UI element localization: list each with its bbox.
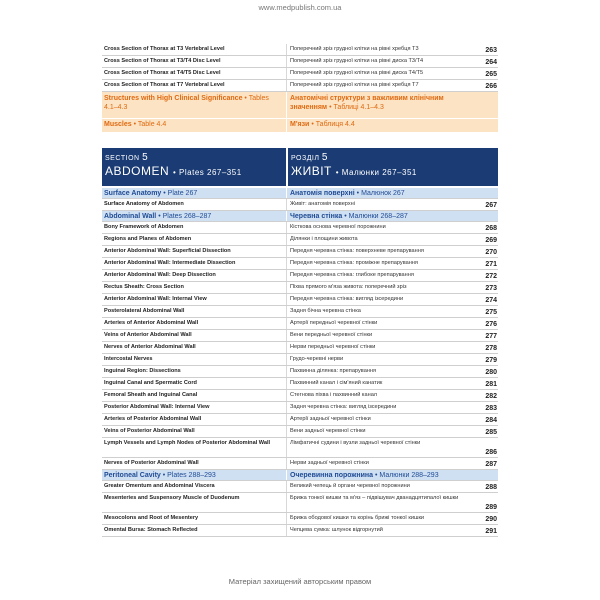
toc-entry-uk: Передня черевна стінка: вигляд ізсередини [286, 294, 474, 305]
toc-row[interactable] [102, 294, 498, 306]
toc-entry-en: Arteries of Posterior Abdominal Wall [104, 416, 202, 422]
toc-page-number: 289 [485, 503, 497, 511]
toc-page-number: 276 [485, 320, 497, 328]
toc-row[interactable] [102, 282, 498, 294]
muscles-uk-text: М'язи [290, 121, 310, 128]
section-number-uk: 5 [321, 152, 328, 163]
toc-entry-uk: Брижа тонкої кишки та м'яз – підвішувач дванадцятипалої кишки [286, 493, 474, 512]
toc-row[interactable] [102, 414, 498, 426]
group-plates-en: • Plates 268–287 [158, 213, 212, 220]
toc-page-number: 267 [485, 201, 497, 209]
toc-entry-en: Surface Anatomy of Abdomen [104, 201, 184, 207]
section-title-en [105, 164, 283, 178]
toc-entry-uk: Ділянки і площини живота [286, 234, 474, 245]
toc-entry-en: Anterior Abdominal Wall: Deep Dissection [104, 272, 216, 278]
toc-row[interactable] [102, 258, 498, 270]
group-header-abdominal-wall[interactable] [102, 211, 498, 222]
toc-page-number: 281 [485, 380, 497, 388]
section-title-en-text: ABDOMEN [105, 164, 170, 178]
toc-page-number: 287 [485, 460, 497, 468]
toc-entry-en: Cross Section of Thorax at T7 Vertebral Level [104, 82, 225, 88]
toc-row[interactable] [102, 330, 498, 342]
toc-entry-uk: Нерви задньої черевної стінки [286, 458, 474, 469]
clinical-title-uk [286, 92, 474, 118]
group-title-en [102, 188, 286, 198]
toc-page-number: 275 [485, 308, 497, 316]
toc-row[interactable] [102, 318, 498, 330]
toc-entry-en: Posterior Abdominal Wall: Internal View [104, 404, 210, 410]
toc-row[interactable] [102, 56, 498, 68]
group-plates-uk: • Малюнки 288–293 [375, 472, 439, 479]
toc-entry-en: Femoral Sheath and Inguinal Canal [104, 392, 198, 398]
group-page-spacer [474, 211, 498, 221]
section-header-uk [286, 148, 474, 186]
toc-row[interactable] [102, 199, 498, 211]
toc-entry-en: Mesocolons and Root of Mesentery [104, 515, 199, 521]
muscles-title-uk [286, 119, 474, 132]
source-url: www.medpublish.com.ua [258, 3, 342, 12]
toc-row[interactable] [102, 234, 498, 246]
toc-entry-en: Cross Section of Thorax at T3 Vertebral Level [104, 46, 225, 52]
toc-entry-uk: Поперечний зріз грудної клітки на рівні диска T3/T4 [286, 56, 474, 67]
toc-row[interactable] [102, 222, 498, 234]
toc-row[interactable] [102, 270, 498, 282]
muscles-title-en [102, 119, 286, 132]
toc-entry-en: Regions and Planes of Abdomen [104, 236, 192, 242]
section-title-uk-text: ЖИВІТ [291, 164, 332, 178]
toc-entry-uk: Живіт: анатомія поверхні [286, 199, 474, 210]
group-plates-uk: • Малюнки 268–287 [344, 213, 408, 220]
group-title-en-text: Abdominal Wall [104, 213, 157, 220]
toc-entry-en: Veins of Anterior Abdominal Wall [104, 332, 192, 338]
toc-page-number: 283 [485, 404, 497, 412]
toc-page-number: 291 [485, 527, 497, 535]
toc-page-number: 273 [485, 284, 497, 292]
section-label-en [105, 152, 283, 163]
toc-row[interactable] [102, 525, 498, 537]
toc-entry-uk: Задня черевна стінка: вигляд ізсередини [286, 402, 474, 413]
toc-entry-en: Rectus Sheath: Cross Section [104, 284, 184, 290]
group-title-uk [286, 211, 474, 221]
toc-page-number: 277 [485, 332, 497, 340]
section-plates-en: • Plates 267–351 [173, 168, 242, 177]
toc-entry-uk: Поперечний зріз грудної клітки на рівні диска T4/T5 [286, 68, 474, 79]
group-header-surface-anatomy[interactable] [102, 188, 498, 199]
section-word-en: SECTION [105, 155, 140, 162]
toc-entry-uk: Артерії передньої черевної стінки [286, 318, 474, 329]
toc-entry-uk: Пахвинний канал і сім'яний канатик [286, 378, 474, 389]
toc-page-number: 284 [485, 416, 497, 424]
toc-page-number: 271 [485, 260, 497, 268]
toc-entry-en: Inguinal Canal and Spermatic Cord [104, 380, 197, 386]
toc-entry-uk: Вени задньої черевної стінки [286, 426, 474, 437]
muscles-page-spacer [474, 119, 498, 132]
toc-page-number: 265 [485, 70, 497, 78]
group-title-en [102, 470, 286, 480]
toc-entry-uk: Грудо-черевні нерви [286, 354, 474, 365]
clinical-title-uk-text: Анатомічні структури з важливим клінічним значенням [290, 95, 444, 111]
group-plates-uk: • Малюнок 267 [356, 190, 405, 197]
toc-entry-uk: Поперечний зріз грудної клітки на рівні хребця T7 [286, 80, 474, 91]
group-title-en-text: Surface Anatomy [104, 190, 162, 197]
muscles-table-en: • Table 4.4 [133, 121, 167, 128]
toc-entry-uk: Кісткова основа черевної порожнини [286, 222, 474, 233]
section-word-uk: РОЗДІЛ [291, 155, 320, 162]
toc-row[interactable] [102, 390, 498, 402]
toc-page-number: 274 [485, 296, 497, 304]
muscles-en-text: Muscles [104, 121, 132, 128]
toc-row[interactable] [102, 366, 498, 378]
group-title-uk-text: Очеревинна порожнина [290, 472, 374, 479]
toc-entry-uk: Пахвинна ділянка: препарування [286, 366, 474, 377]
table-of-contents [102, 44, 498, 537]
copyright-footer: Матеріал захищений авторським правом [228, 577, 372, 586]
clinical-structures-row[interactable] [102, 92, 498, 119]
toc-row[interactable] [102, 246, 498, 258]
toc-entry-uk: Лімфатичні судини і вузли задньої черевної стінки [286, 438, 474, 457]
toc-row[interactable] [102, 458, 498, 470]
group-title-uk-text: Черевна стінка [290, 213, 343, 220]
toc-entry-en: Mesenteries and Suspensory Muscle of Duodenum [104, 495, 240, 501]
toc-page-number: 278 [485, 344, 497, 352]
toc-entry-en: Nerves of Posterior Abdominal Wall [104, 460, 199, 466]
toc-row[interactable] [102, 378, 498, 390]
group-title-en [102, 211, 286, 221]
section-header-corner [474, 148, 498, 186]
section-label-uk [291, 152, 471, 163]
toc-entry-en: Greater Omentum and Abdominal Viscera [104, 483, 215, 489]
toc-page-number: 290 [485, 515, 497, 523]
thorax-rows [102, 44, 498, 92]
section-title-uk [291, 164, 471, 178]
toc-entry-uk: Чепцева сумка: шлунок відгорнутий [286, 525, 474, 536]
toc-row[interactable] [102, 426, 498, 438]
toc-entry-en: Veins of Posterior Abdominal Wall [104, 428, 195, 434]
toc-page-number: 270 [485, 248, 497, 256]
toc-entry-en: Anterior Abdominal Wall: Superficial Dissection [104, 248, 231, 254]
muscles-table-uk: • Таблиця 4.4 [311, 121, 355, 128]
toc-entry-uk: Передня черевна стінка: поверхневе препарування [286, 246, 474, 257]
group-page-spacer [474, 470, 498, 480]
toc-row[interactable] [102, 513, 498, 525]
toc-row[interactable] [102, 402, 498, 414]
group-title-uk [286, 470, 474, 480]
toc-page-number: 263 [485, 46, 497, 54]
toc-entry-en: Inguinal Region: Dissections [104, 368, 181, 374]
toc-entry-uk: Великий чепець й органи черевної порожнини [286, 481, 474, 492]
group-title-en-text: Peritoneal Cavity [104, 472, 161, 479]
toc-entry-en: Posterolateral Abdominal Wall [104, 308, 185, 314]
clinical-tables-en: • Tables 4.1–4.3 [104, 95, 269, 111]
group-plates-en: • Plates 288–293 [162, 472, 216, 479]
section-plates-uk: • Малюнки 267–351 [335, 168, 417, 177]
toc-entry-en: Anterior Abdominal Wall: Internal View [104, 296, 207, 302]
toc-entry-uk: Передня черевна стінка: глибоке препарування [286, 270, 474, 281]
toc-entry-uk: Передня черевна стінка: проміжне препарування [286, 258, 474, 269]
toc-row[interactable] [102, 68, 498, 80]
toc-entry-en: Nerves of Anterior Abdominal Wall [104, 344, 196, 350]
group-title-uk-text: Анатомія поверхні [290, 190, 355, 197]
toc-row[interactable] [102, 438, 498, 458]
toc-row[interactable] [102, 342, 498, 354]
section-header-en [102, 148, 286, 186]
toc-page-number: 282 [485, 392, 497, 400]
toc-page-number: 268 [485, 224, 497, 232]
toc-entry-uk: Поперечний зріз грудної клітки на рівні хребця T3 [286, 44, 474, 55]
toc-entry-en: Intercostal Nerves [104, 356, 153, 362]
toc-page-number: 272 [485, 272, 497, 280]
toc-entry-en: Cross Section of Thorax at T3/T4 Disc Level [104, 58, 221, 64]
toc-row[interactable] [102, 354, 498, 366]
toc-row[interactable] [102, 493, 498, 513]
toc-entry-en: Bony Framework of Abdomen [104, 224, 184, 230]
toc-page-number: 280 [485, 368, 497, 376]
toc-page-number: 288 [485, 483, 497, 491]
toc-page-number: 286 [485, 448, 497, 456]
group-plates-en: • Plate 267 [163, 190, 198, 197]
toc-entry-uk: Вени передньої черевної стінки [286, 330, 474, 341]
clinical-title-en-text: Structures with High Clinical Significance [104, 95, 243, 102]
toc-page-number: 264 [485, 58, 497, 66]
toc-page-number: 285 [485, 428, 497, 436]
toc-entry-en: Omental Bursa: Stomach Reflected [104, 527, 198, 533]
toc-entry-uk: Брижа ободової кишки та корінь брижі тонкої кишки [286, 513, 474, 524]
section-number-en: 5 [142, 152, 149, 163]
toc-entry-en: Anterior Abdominal Wall: Intermediate Dissection [104, 260, 236, 266]
toc-entry-en: Lymph Vessels and Lymph Nodes of Posterior Abdominal Wall [104, 440, 271, 446]
toc-entry-uk: Задня бічна черевна стінка [286, 306, 474, 317]
toc-page-number: 269 [485, 236, 497, 244]
group-title-uk [286, 188, 474, 198]
toc-entry-uk: Стегнова піхва і пахвинний канал [286, 390, 474, 401]
toc-entry-uk: Піхва прямого м'яза живота: поперечний зріз [286, 282, 474, 293]
group-header-peritoneal-cavity[interactable] [102, 470, 498, 481]
toc-entry-uk: Артерії задньої черевної стінки [286, 414, 474, 425]
toc-row[interactable] [102, 44, 498, 56]
muscles-row[interactable] [102, 119, 498, 133]
clinical-page-spacer [474, 92, 498, 118]
clinical-tables-uk: • Таблиці 4.1–4.3 [329, 103, 384, 111]
toc-entry-en: Cross Section of Thorax at T4/T5 Disc Level [104, 70, 221, 76]
toc-row[interactable] [102, 80, 498, 92]
section-header [102, 148, 498, 186]
toc-page-number: 279 [485, 356, 497, 364]
toc-entry-en: Arteries of Anterior Abdominal Wall [104, 320, 199, 326]
toc-row[interactable] [102, 306, 498, 318]
clinical-title-en [102, 92, 286, 118]
toc-page-number: 266 [485, 82, 497, 90]
toc-row[interactable] [102, 481, 498, 493]
group-page-spacer [474, 188, 498, 198]
toc-entry-uk: Нерви передньої черевної стінки [286, 342, 474, 353]
